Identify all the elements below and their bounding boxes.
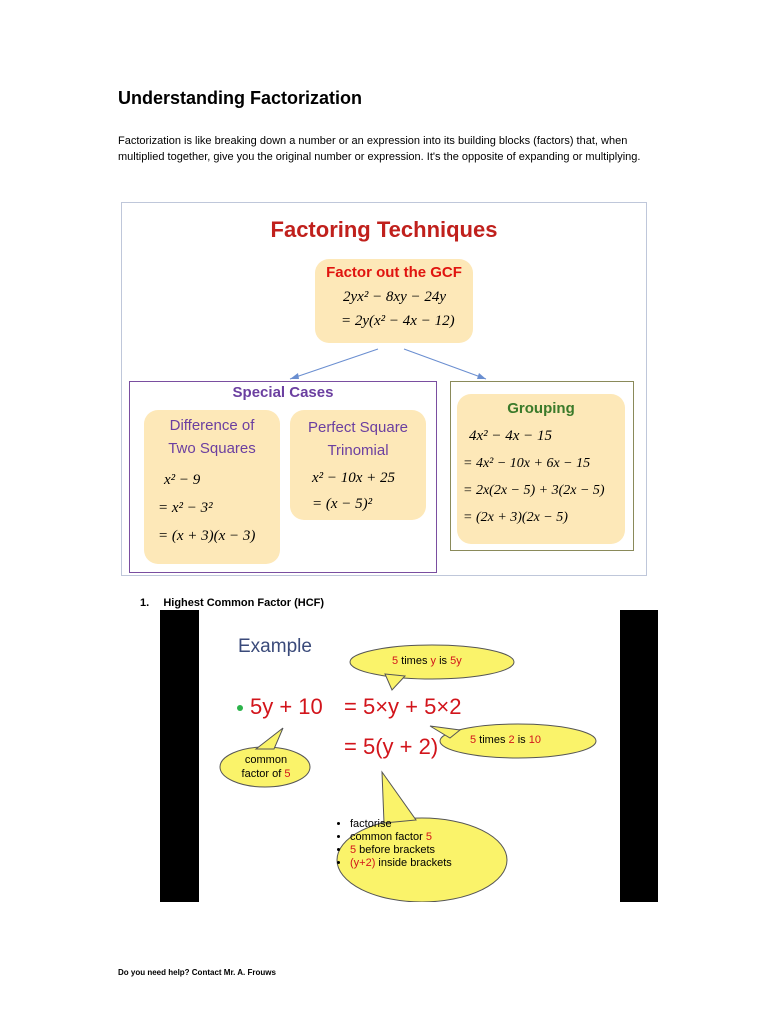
grouping-line1: 4x² − 4x − 15 bbox=[469, 428, 553, 444]
hcf-list-item bbox=[140, 597, 324, 609]
hcf-label: Highest Common Factor (HCF) bbox=[163, 597, 325, 609]
figure-title: Factoring Techniques bbox=[270, 217, 498, 242]
dts-label2: Two Squares bbox=[168, 440, 256, 457]
dts-line1: x² − 9 bbox=[164, 472, 201, 488]
bullet-factorise: • factorise bbox=[350, 818, 452, 831]
example-step2: = 5(y + 2) bbox=[344, 734, 439, 759]
bullet-inside-brackets: • (y+2) inside brackets bbox=[350, 857, 452, 870]
pst-label1: Perfect Square bbox=[307, 419, 409, 436]
pst-line1: x² − 10x + 25 bbox=[312, 470, 396, 486]
pst-line2: = (x − 5)² bbox=[312, 496, 373, 512]
example-step1: = 5×y + 5×2 bbox=[344, 694, 462, 719]
intro-paragraph: Factorization is like breaking down a number or an expression into its building blocks (factors) that, when multiplied together, give you the original number or expression. It's the opposite of expanding or multiplying. bbox=[118, 135, 641, 163]
gcf-line2: = 2y(x² − 4x − 12) bbox=[341, 313, 455, 329]
callout-bullets bbox=[336, 818, 452, 870]
hcf-example-figure bbox=[160, 610, 658, 902]
dts-line2: = x² − 3² bbox=[158, 500, 213, 516]
page-title: Understanding Factorization bbox=[118, 88, 363, 108]
grouping-outer-box bbox=[450, 381, 634, 551]
grouping-line2: = 4x² − 10x + 6x − 15 bbox=[463, 456, 591, 471]
example-heading: Example bbox=[238, 636, 312, 657]
factoring-techniques-figure bbox=[121, 202, 647, 576]
perfect-square-trinomial-box bbox=[290, 410, 426, 520]
callout-common-factor: common factor of 5 bbox=[241, 754, 291, 780]
grouping-line4: = (2x + 3)(2x − 5) bbox=[463, 510, 568, 525]
dts-label1: Difference of bbox=[169, 417, 255, 434]
grouping-box bbox=[457, 394, 625, 544]
pst-label2: Trinomial bbox=[327, 442, 389, 459]
bullet-common-factor: • common factor 5 bbox=[350, 831, 452, 844]
callout-5-times-2: 5 times 2 is 10 bbox=[470, 734, 541, 746]
footer-help: Do you need help? Contact Mr. A. Frouws bbox=[118, 968, 276, 977]
grouping-line3: = 2x(2x − 5) + 3(2x − 5) bbox=[463, 483, 605, 498]
example-expression: 5y + 10 bbox=[250, 694, 323, 719]
callout-5-times-y: 5 times y is 5y bbox=[392, 655, 462, 667]
hcf-number: 1. bbox=[140, 597, 150, 609]
special-cases-box bbox=[129, 381, 437, 573]
grouping-title: Grouping bbox=[507, 400, 575, 417]
gcf-title: Factor out the GCF bbox=[326, 264, 462, 281]
special-cases-title: Special Cases bbox=[232, 384, 334, 401]
dts-line3: = (x + 3)(x − 3) bbox=[158, 528, 256, 544]
gcf-line1: 2yx² − 8xy − 24y bbox=[343, 289, 447, 305]
difference-of-squares-box bbox=[144, 410, 280, 564]
bullet-before-brackets: • 5 before brackets bbox=[350, 844, 452, 857]
